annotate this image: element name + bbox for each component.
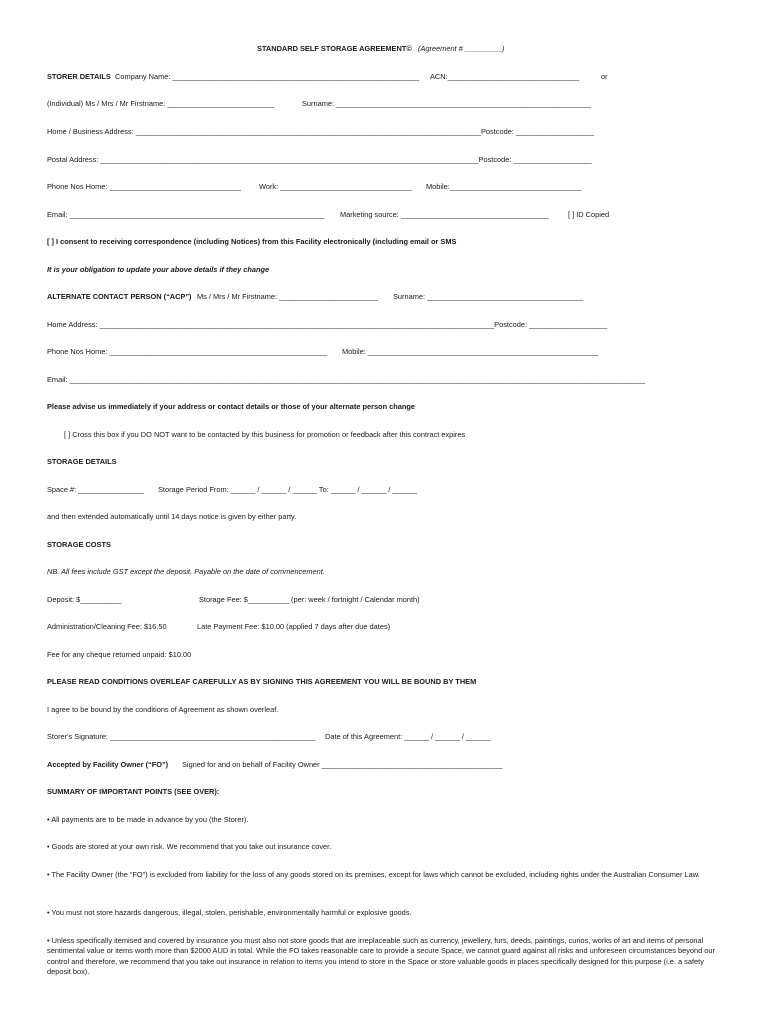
acp-home-address-field[interactable]: Home Address: ________________________________________________________________________________________________Postcode: ___________________ (47, 320, 608, 329)
summary-point: • The Facility Owner (the “FO”) is excluded from liability for the loss of any goods stored on its premises, except for laws which cannot be excluded, including rights under the Australian Consumer Law. (47, 870, 700, 879)
summary-heading: SUMMARY OF IMPORTANT POINTS (SEE OVER): (47, 787, 220, 796)
late-payment-fee: Late Payment Fee: $10.00 (applied 7 days after due dates) (197, 622, 391, 631)
or-label: or (601, 72, 608, 81)
conditions-warning: PLEASE READ CONDITIONS OVERLEAF CAREFULLY AS BY SIGNING THIS AGREEMENT YOU WILL BE BOUND BY THEM (47, 677, 477, 686)
facility-owner-signature-field[interactable]: Signed for and on behalf of Facility Owner ____________________________________________ (182, 760, 503, 769)
gst-note: NB. All fees include GST except the deposit. Payable on the date of commencement. (47, 567, 325, 576)
phone-home-field[interactable]: Phone Nos Home: ________________________________ (47, 182, 241, 191)
summary-point: • All payments are to be made in advance by you (the Storer). (47, 815, 249, 824)
storer-surname-field[interactable]: Surname: ______________________________________________________________ (302, 99, 591, 108)
electronic-consent-checkbox[interactable]: [ ] I consent to receiving correspondence (including Notices) from this Facility electronically (including email or SMS (47, 237, 457, 246)
acp-heading: ALTERNATE CONTACT PERSON (“ACP”) (47, 292, 192, 301)
space-number-field[interactable]: Space #: ________________ (47, 485, 144, 494)
acp-email-field[interactable]: Email: ____________________________________________________________________________________________________________________________________________ (47, 375, 646, 384)
email-field[interactable]: Email: ______________________________________________________________ (47, 210, 325, 219)
acp-firstname-field[interactable]: Ms / Mrs / Mr Firstname: ________________________ (197, 292, 378, 301)
agreement-number: (Agreement # _________) (418, 44, 505, 53)
facility-owner-acceptance-label: Accepted by Facility Owner (“FO”) (47, 760, 169, 769)
id-copied-checkbox[interactable]: [ ] ID Copied (568, 210, 610, 219)
admin-fee: Administration/Cleaning Fee: $16.50 (47, 622, 167, 631)
update-obligation-note: It is your obligation to update your above details if they change (47, 265, 270, 274)
acp-mobile-field[interactable]: Mobile: ________________________________________________________ (342, 347, 599, 356)
summary-point: • You must not store hazards dangerous, illegal, stolen, perishable, environmentally harmful or explosive goods. (47, 908, 412, 917)
extension-terms: and then extended automatically until 14 days notice is given by either party. (47, 512, 297, 521)
storer-details-heading: STORER DETAILS (47, 72, 111, 81)
acn-field[interactable]: ACN:________________________________ (430, 72, 580, 81)
no-contact-checkbox[interactable]: [ ] Cross this box if you DO NOT want to be contacted by this business for promotion or feedback after this contract expires (64, 430, 466, 439)
deposit-field[interactable]: Deposit: $__________ (47, 595, 122, 604)
agree-statement: I agree to be bound by the conditions of Agreement as shown overleaf. (47, 705, 279, 714)
storage-fee-field[interactable]: Storage Fee: $__________ (per: week / fortnight / Calendar month) (199, 595, 420, 604)
storage-period-field[interactable]: Storage Period From: ______ / ______ / ______ To: ______ / ______ / ______ (158, 485, 418, 494)
acp-surname-field[interactable]: Surname: ______________________________________ (393, 292, 584, 301)
cheque-fee: Fee for any cheque returned unpaid: $10.00 (47, 650, 192, 659)
storer-firstname-field[interactable]: (Individual) Ms / Mrs / Mr Firstname: __________________________ (47, 99, 275, 108)
storage-details-heading: STORAGE DETAILS (47, 457, 117, 466)
company-name-field[interactable]: Company Name: ____________________________________________________________ (115, 72, 420, 81)
home-business-address-field[interactable]: Home / Business Address: ____________________________________________________________________________________Postcode: ___________________ (47, 127, 595, 136)
mobile-field[interactable]: Mobile:________________________________ (426, 182, 582, 191)
summary-point: • Unless specifically itemised and covered by insurance you must also not store goods that are irreplaceable such as currency, jewellery, furs, deeds, paintings, curios, works of art and items of personal sentimental value or items worth more than $2000 AUD in total. While the FO takes reasonable care to provide a secure Space, we cannot guard against all risks and unforeseen circumstances beyond our control and therefore, we recommend that you take out insurance in relation to items you intend to store in the Space or store valuable goods in places specifically designed for this purpose (i.e. a safety deposit box). (47, 936, 715, 976)
storage-costs-heading: STORAGE COSTS (47, 540, 111, 549)
marketing-source-field[interactable]: Marketing source: ____________________________________ (340, 210, 549, 219)
storer-signature-field[interactable]: Storer's Signature: __________________________________________________ (47, 732, 316, 741)
acp-phone-home-field[interactable]: Phone Nos Home: _____________________________________________________ (47, 347, 328, 356)
agreement-date-field[interactable]: Date of this Agreement: ______ / ______ / ______ (325, 732, 491, 741)
postal-address-field[interactable]: Postal Address: ____________________________________________________________________________________________Postcode: ___________________ (47, 155, 592, 164)
advise-change-notice: Please advise us immediately if your address or contact details or those of your alternate person change (47, 402, 416, 411)
phone-work-field[interactable]: Work: ________________________________ (259, 182, 412, 191)
document-title: STANDARD SELF STORAGE AGREEMENT© (257, 44, 412, 53)
summary-point: • Goods are stored at your own risk. We recommend that you take out insurance cover. (47, 842, 332, 851)
